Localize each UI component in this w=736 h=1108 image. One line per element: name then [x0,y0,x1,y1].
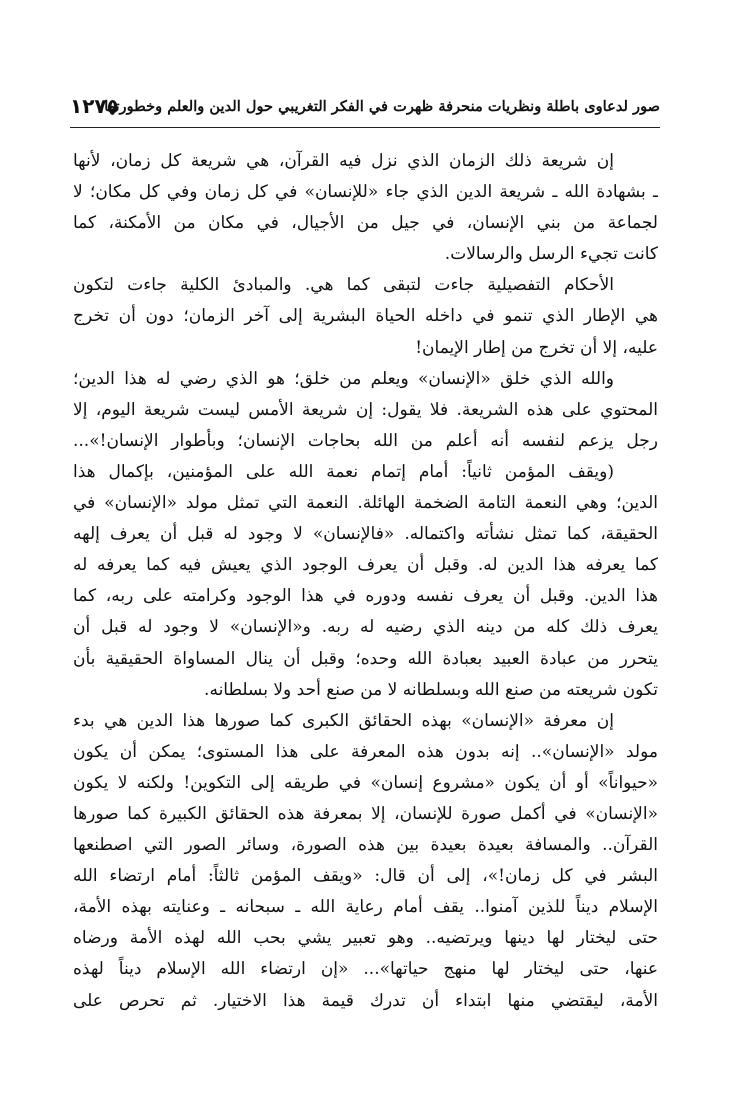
header-divider [70,127,660,128]
body-text [73,146,658,1017]
body-line: ـ بشهادة الله ـ شريعة الدين الذي جاء «للإنسان» في كل زمان وفي كل مكان؛ لا [73,182,658,203]
body-line: الدين؛ وهي النعمة التامة الضخمة الهائلة. النعمة التي تمثل مولد «الإنسان» في [73,493,658,514]
body-line: الإسلام ديناً للذين آمنوا.. يقف أمام رعاية الله ـ سبحانه ـ وعنايته بهذه الأمة، [73,897,658,918]
body-line: البشر في كل زمان!»، إلى أن قال: «ويقف المؤمن ثالثاً: أمام ارتضاء الله [73,866,658,887]
header-title: صور لدعاوى باطلة ونظريات منحرفة ظهرت في الفكر التغريبي حول الدين والعلم وخطورتها [104,98,660,115]
body-line: الحقيقة، كما تمثل نشأته واكتماله. «فالإنسان» لا وجود له قبل أن يعرف إلهه [73,524,658,545]
body-line: كانت تجيء الرسل والرسالات. [444,244,658,265]
body-line: هذا الدين. وقبل أن يعرف نفسه ودوره في هذا الوجود وكرامته على ربه، كما [73,586,658,607]
body-line: «حيواناً» أو أن يكون «مشروع إنسان» في طريقه إلى التكوين! ولكنه لا يكون [73,772,658,793]
running-header [70,94,660,122]
body-line: إن شريعة ذلك الزمان الذي نزل فيه القرآن، هي شريعة كل زمان، لأنها [73,151,614,171]
body-line: عنها، حتى ليختار لها منهج حياتها»... «إن ارتضاء الله الإسلام ديناً لهذه [73,959,658,980]
body-line: الأحكام التفصيلية جاءت لتبقى كما هي. والمبادئ الكلية جاءت لتكون [73,275,614,296]
body-line: القرآن.. والمسافة بعيدة بعيدة بين هذه الصورة، وسائر الصور التي اصطنعها [73,835,658,856]
body-line: والله الذي خلق «الإنسان» ويعلم من خلق؛ هو الذي رضي له هذا الدين؛ [73,368,614,389]
body-line: يتحرر من عبادة العبيد بعبادة الله وحده؛ وقبل أن ينال المساواة الحقيقية بأن [73,648,658,669]
body-line: عليه، إلا أن تخرج من إطار الإيمان! [415,337,658,358]
body-line: (ويقف المؤمن ثانياً: أمام إتمام نعمة الله على المؤمنين، بإكمال هذا [73,461,614,482]
page-number: ١٢٧٥ [70,94,119,118]
body-line: إن معرفة «الإنسان» بهذه الحقائق الكبرى كما صورها هذا الدين هي بدء [73,710,614,731]
body-line: كما يعرفه هذا الدين له. وقبل أن يعرف الوجود الذي يعيش فيه كما يعرفه له [73,555,658,576]
body-line: تكون شريعته من صنع الله وبسلطانه لا من صنع أحد ولا بسلطانه. [204,679,658,700]
body-line: «الإنسان» في أكمل صورة للإنسان، إلا بمعرفة هذه الحقائق الكبيرة كما صورها [73,803,658,824]
body-line: الأمة، ليقتضي منها ابتداء أن تدرك قيمة هذا الاختيار. ثم تحرص على [73,990,658,1011]
body-line: المحتوي على هذه الشريعة. فلا يقول: إن شريعة الأمس ليست شريعة اليوم، إلا [73,399,658,420]
body-line: حتى ليختار لها دينها ويرتضيه.. وهو تعبير يشي بحب الله لهذه الأمة ورضاه [73,928,658,949]
body-line: هي الإطار الذي تنمو في داخله الحياة البشرية إلى آخر الزمان؛ دون أن تخرج [73,306,658,327]
body-line: مولد «الإنسان».. إنه بدون هذه المعرفة على هذا المستوى؛ يمكن أن يكون [73,741,658,762]
body-line: لجماعة من بني الإنسان، في جيل من الأجيال، في مكان من الأمكنة، كما [73,213,658,234]
body-line: رجل يزعم لنفسه أنه أعلم من الله بحاجات الإنسان؛ وبأطوار الإنسان!»... [73,430,658,451]
body-line: يعرف ذلك كله من دينه الذي رضيه له ربه. و«الإنسان» لا وجود له قبل أن [73,617,658,638]
